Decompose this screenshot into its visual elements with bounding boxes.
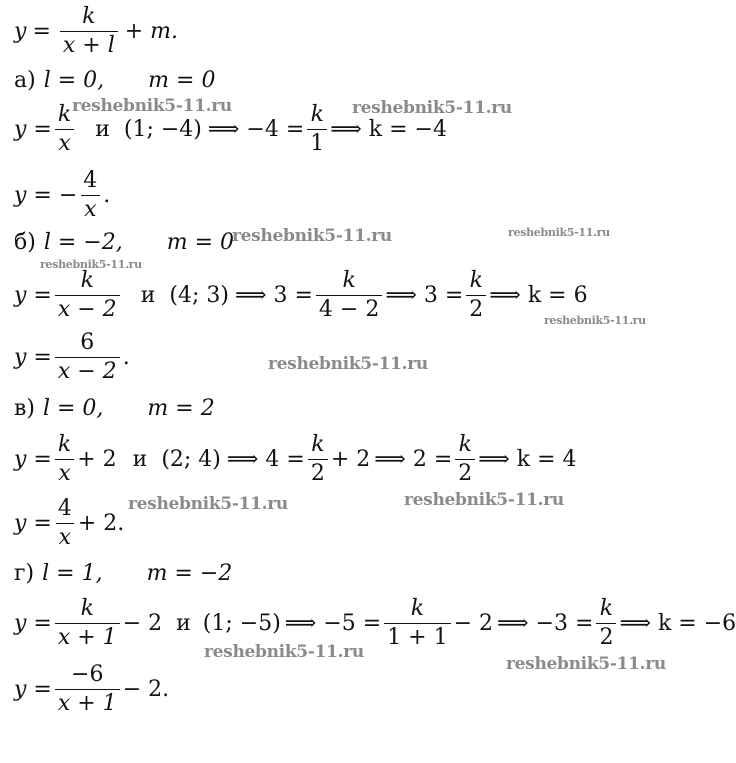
watermark: reshebnik5-11.ru [232,226,392,246]
part-d-equation: y = $\frac{k}{x + 1}$ − 2 и (1; −5) ⟹ −5 = $\frac{k}{1 + 1}$ − 2 ⟹ −3 = $\frac{k}{2}$ ⟹ k = −6 [14,596,736,650]
part-c-equation: y = $\frac{k}{x}$ + 2 и (2; 4) ⟹ 4 = $\frac{k}{2}$ + 2 ⟹ 2 = $\frac{k}{2}$ ⟹ k = 4 [14,432,577,486]
part-b-conditions: б) l = −2, m = 0 [14,230,234,255]
watermark: reshebnik5-11.ru [128,494,288,514]
watermark: reshebnik5-11.ru [506,654,666,674]
part-d-final: y = $\frac{-6}{x + 1}$ − 2. [14,662,170,716]
watermark: reshebnik5-11.ru [404,490,564,510]
part-b-equation: y = $\frac{k}{x - 2}$ и (4; 3) ⟹ 3 = $\frac{k}{4 - 2}$ ⟹ 3 = $\frac{k}{2}$ ⟹ k = 6 [14,268,588,322]
part-c-conditions: в) l = 0, m = 2 [14,396,215,421]
y-var: y [14,18,27,44]
part-b-final: y = $\frac{6}{x - 2}$ . [14,330,130,384]
watermark: reshebnik5-11.ru [40,258,142,271]
part-a-conditions: а) l = 0, m = 0 [14,68,216,93]
part-a-final: y = − $\frac{4}{x}$ . [14,168,111,222]
part-a-equation: y = $\frac{k}{x}$ и (1; −4) ⟹ −4 = $\frac{k}{1}$ ⟹ k = −4 [14,102,447,156]
watermark: reshebnik5-11.ru [352,98,512,118]
fraction: $\frac{k}{x + l}$ [60,6,118,57]
main-formula: y = $\frac{k}{x + l}$ + m. [14,4,179,58]
part-d-conditions: г) l = 1, m = −2 [14,561,233,586]
part-c-final: y = $\frac{4}{x}$ + 2. [14,496,125,550]
watermark: reshebnik5-11.ru [544,314,646,327]
watermark: reshebnik5-11.ru [72,96,232,116]
watermark: reshebnik5-11.ru [508,226,610,239]
watermark: reshebnik5-11.ru [204,642,364,662]
watermark: reshebnik5-11.ru [268,354,428,374]
